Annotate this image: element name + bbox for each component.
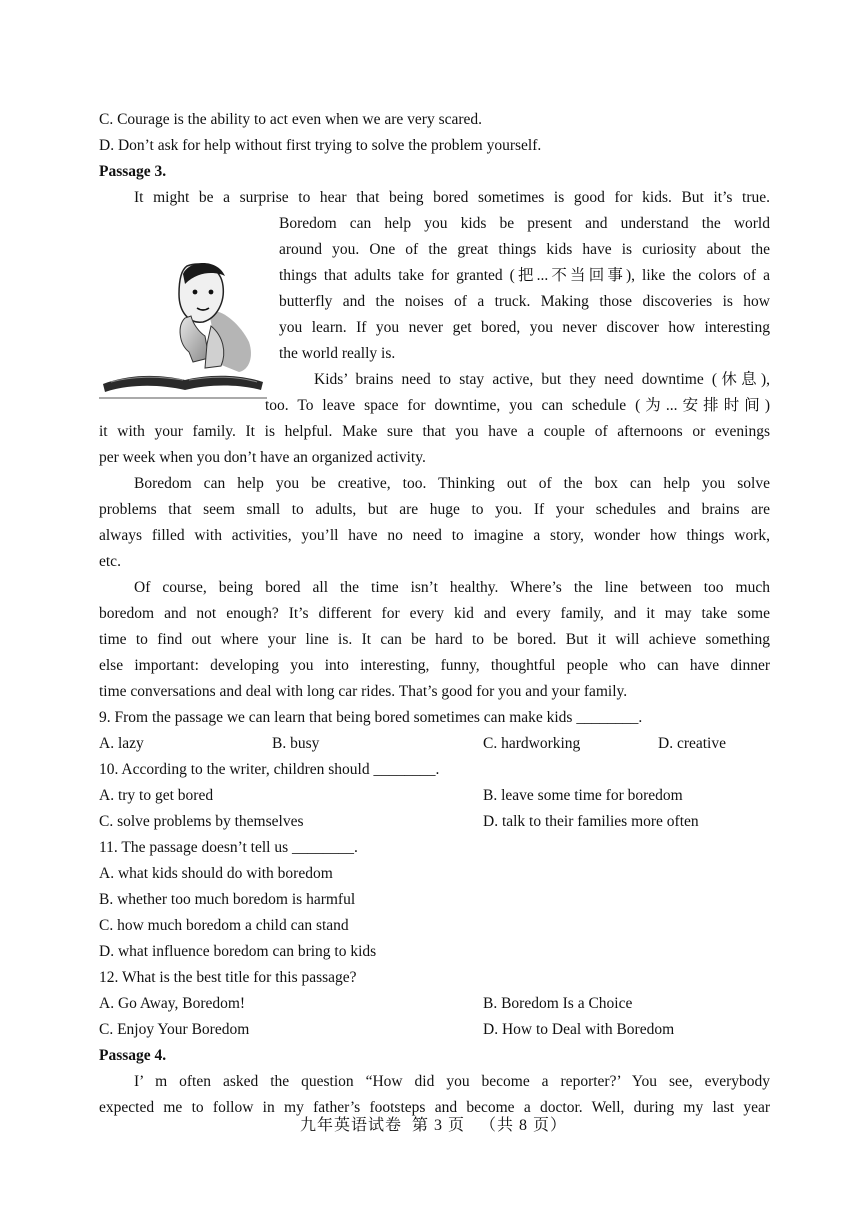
passage-line: time conversations and deal with long car rides. That’s good for you and your family.	[99, 683, 628, 700]
question-10-stem: 10. According to the writer, children should ________.	[99, 761, 440, 778]
passage-line: Kids’ brains need to stay active, but they need downtime (休息),	[314, 371, 770, 388]
passage-line: It might be a surprise to hear that being bored sometimes is good for kids. But it’s true.	[134, 189, 770, 206]
question-12-stem: 12. What is the best title for this passage?	[99, 969, 357, 986]
question-9-stem: 9. From the passage we can learn that being bored sometimes can make kids ________.	[99, 709, 643, 726]
question-12-option-c[interactable]: C. Enjoy Your Boredom	[99, 1021, 250, 1038]
passage-line: boredom and not enough? It’s different for every kid and every family, and it may take some	[99, 605, 770, 622]
bored-boy-reading-illustration	[99, 252, 267, 404]
passage-line: butterfly and the noises of a truck. Making those discoveries is how	[279, 293, 770, 310]
passage-4-heading: Passage 4.	[99, 1047, 167, 1064]
passage-line: too. To leave space for downtime, you can schedule (为...安排时间)	[265, 397, 770, 414]
passage-line: always filled with activities, you’ll have no need to imagine a story, wonder how things work,	[99, 527, 770, 544]
question-9-option-a[interactable]: A. lazy	[99, 735, 144, 752]
passage-line: expected me to follow in my father’s footsteps and become a doctor. Well, during my last year	[99, 1099, 770, 1116]
passage-line: Boredom can help you kids be present and understand the world	[279, 215, 770, 232]
passage-line: else important: developing you into interesting, funny, thoughtful people who can have dinner	[99, 657, 770, 674]
passage-line: around you. One of the great things kids have is curiosity about the	[279, 241, 770, 258]
question-10-option-b[interactable]: B. leave some time for boredom	[483, 787, 683, 804]
passage-line: time to find out where your line is. It can be hard to be bored. But it will achieve something	[99, 631, 770, 648]
question-11-option-b[interactable]: B. whether too much boredom is harmful	[99, 891, 356, 908]
passage-line: etc.	[99, 553, 121, 570]
passage-line: things that adults take for granted (把...不当回事), like the colors of a	[279, 267, 770, 284]
passage-line: problems that seem small to adults, but are huge to you. If your schedules and brains are	[99, 501, 770, 518]
question-10-option-c[interactable]: C. solve problems by themselves	[99, 813, 304, 830]
question-12-option-b[interactable]: B. Boredom Is a Choice	[483, 995, 633, 1012]
question-9-option-d[interactable]: D. creative	[658, 735, 726, 752]
question-10-option-a[interactable]: A. try to get bored	[99, 787, 214, 804]
q8-option-d: D. Don’t ask for help without first trying to solve the problem yourself.	[99, 137, 542, 154]
passage-line: Of course, being bored all the time isn’t healthy. Where’s the line between too much	[134, 579, 770, 596]
passage-3-heading: Passage 3.	[99, 163, 167, 180]
question-11-option-c[interactable]: C. how much boredom a child can stand	[99, 917, 349, 934]
question-11-option-d[interactable]: D. what influence boredom can bring to kids	[99, 943, 377, 960]
q8-option-c: C. Courage is the ability to act even when we are very scared.	[99, 111, 483, 128]
passage-line: the world really is.	[279, 345, 396, 362]
question-9-option-b[interactable]: B. busy	[272, 735, 320, 752]
question-9-option-c[interactable]: C. hardworking	[483, 735, 581, 752]
page-footer: 九年英语试卷 第 3 页 （共 8 页）	[299, 1117, 567, 1134]
question-12-option-a[interactable]: A. Go Away, Boredom!	[99, 995, 246, 1012]
passage-line: Boredom can help you be creative, too. Thinking out of the box can help you solve	[134, 475, 770, 492]
passage-line: I’ m often asked the question “How did you become a reporter?’ You see, everybody	[134, 1073, 770, 1090]
passage-line: per week when you don’t have an organized activity.	[99, 449, 426, 466]
question-11-option-a[interactable]: A. what kids should do with boredom	[99, 865, 333, 882]
passage-line: you learn. If you never get bored, you never discover how interesting	[279, 319, 770, 336]
passage-line: it with your family. It is helpful. Make sure that you have a couple of afternoons or evenings	[99, 423, 770, 440]
question-11-stem: 11. The passage doesn’t tell us ________.	[99, 839, 358, 856]
question-10-option-d[interactable]: D. talk to their families more often	[483, 813, 699, 830]
question-12-option-d[interactable]: D. How to Deal with Boredom	[483, 1021, 675, 1038]
